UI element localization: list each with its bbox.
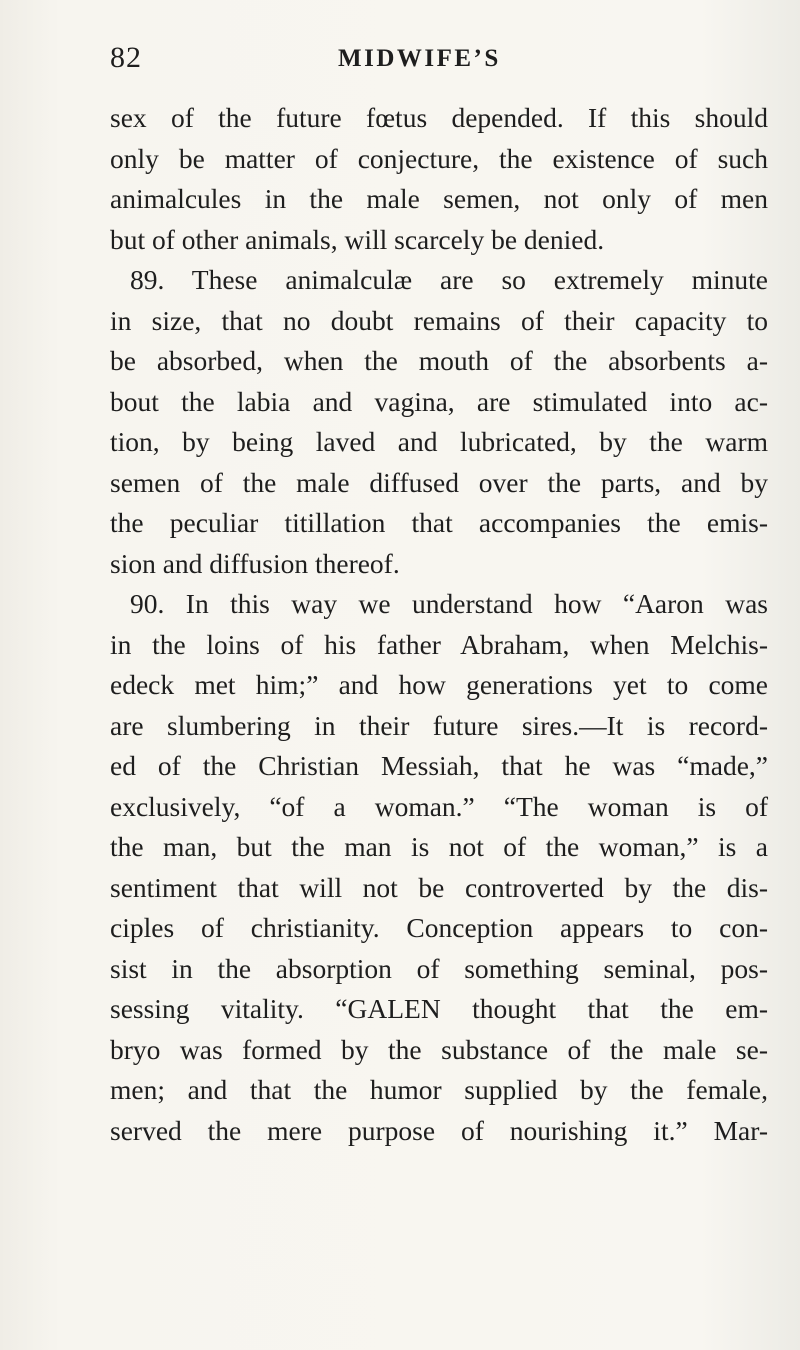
text-line: exclusively, “of a woman.” “The woman is of [110, 790, 768, 822]
text-line: sist in the absorption of something seminal, pos- [110, 952, 768, 984]
text-line: edeck met him;” and how generations yet to come [110, 669, 768, 700]
text-line: the man, but the man is not of the woman,” is a [110, 831, 768, 862]
page-header [110, 38, 710, 78]
text-line: be absorbed, when the mouth of the absorbents a- [110, 345, 768, 376]
text-line: sion and diffusion thereof. [110, 547, 400, 579]
text-line: the peculiar titillation that accompanies the emis- [110, 507, 768, 538]
text-line: are slumbering in their future sires.—It is record- [110, 709, 768, 741]
text-line: served the mere purpose of nourishing it.” Mar- [110, 1114, 768, 1146]
text-line: semen of the male diffused over the parts, and by [110, 466, 768, 498]
text-line: only be matter of conjecture, the existence of such [110, 142, 768, 174]
text-line: in the loins of his father Abraham, when Melchis- [110, 628, 768, 660]
text-line: animalcules in the male semen, not only of men [110, 183, 768, 214]
page-number: 82 [110, 41, 142, 74]
text-line: in size, that no doubt remains of their capacity to [110, 304, 768, 336]
text-line: sessing vitality. “GALEN thought that the em- [110, 993, 768, 1024]
text-line: bout the labia and vagina, are stimulated into ac- [110, 385, 768, 417]
paragraph-89-start: 89. These animalculæ are so extremely minute [130, 264, 768, 295]
text-line: tion, by being laved and lubricated, by the warm [110, 426, 768, 457]
running-head: MIDWIFE’S [338, 45, 501, 72]
paragraph-90-start: 90. In this way we understand how “Aaron was [130, 588, 768, 619]
text-line: ciples of christianity. Conception appears to con- [110, 912, 768, 943]
text-line: sentiment that will not be controverted by the dis- [110, 871, 768, 903]
text-line: but of other animals, will scarcely be denied. [110, 223, 605, 255]
body-text [110, 98, 768, 1151]
text-line: men; and that the humor supplied by the female, [110, 1074, 768, 1105]
text-line: ed of the Christian Messiah, that he was “made,” [110, 750, 768, 781]
text-line: bryo was formed by the substance of the male se- [110, 1033, 768, 1065]
text-line: sex of the future fœtus depended. If this should [110, 102, 768, 133]
